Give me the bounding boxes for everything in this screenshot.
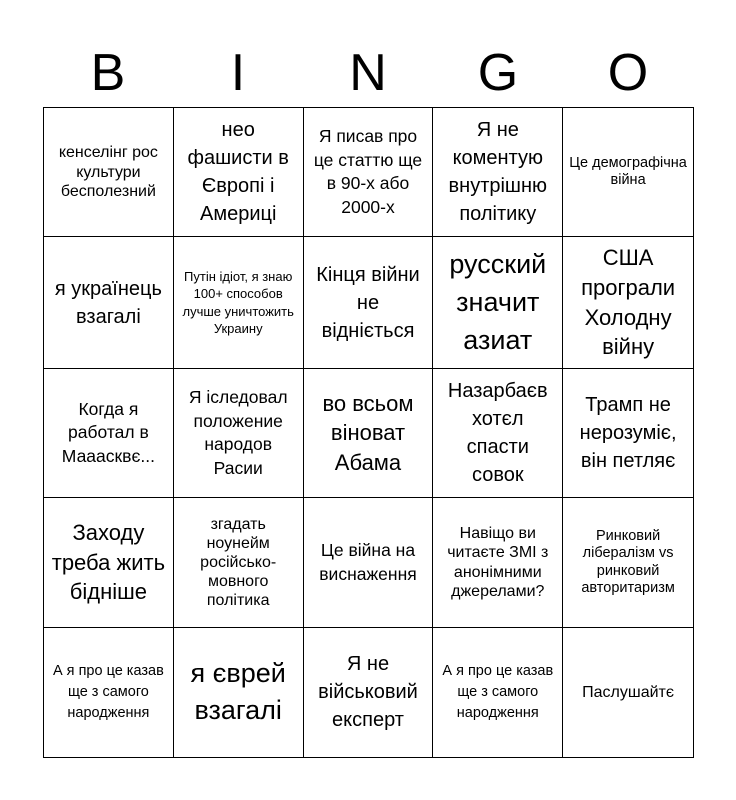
- bingo-cell[interactable]: я українець взагалі: [44, 237, 174, 369]
- bingo-cell[interactable]: Ринковий лібералізм vs ринковий авторитаризм: [563, 498, 693, 627]
- header-letter-g: G: [477, 44, 519, 102]
- bingo-cell[interactable]: нео фашисти в Європі і Америці: [174, 108, 304, 237]
- bingo-cell[interactable]: я єврей взагалі: [174, 628, 304, 757]
- bingo-cell[interactable]: Я не коментую внутрішню політику: [433, 108, 563, 237]
- bingo-cell[interactable]: Я не військовий експерт: [304, 628, 434, 757]
- bingo-cell[interactable]: Заходу треба жить бідніше: [44, 498, 174, 627]
- bingo-cell[interactable]: А я про це казав ще з самого народження: [433, 628, 563, 757]
- header-letter-o: O: [607, 44, 649, 102]
- bingo-cell[interactable]: Я писав про це статтю ще в 90-х або 2000-х: [304, 108, 434, 237]
- bingo-cell[interactable]: русский значит азиат: [433, 237, 563, 369]
- bingo-cell[interactable]: А я про це казав ще з самого народження: [44, 628, 174, 757]
- bingo-cell[interactable]: во всьом віноват Абама: [304, 369, 434, 498]
- bingo-cell[interactable]: Путін ідіот, я знаю 100+ способов лучше уничтожить Украину: [174, 237, 304, 369]
- bingo-card: [43, 107, 694, 758]
- bingo-cell[interactable]: Паслушайтє: [582, 683, 675, 701]
- header-letter-i: I: [230, 44, 246, 102]
- bingo-cell[interactable]: Я іследовал положение народов Расии: [174, 369, 304, 498]
- bingo-cell[interactable]: Когда я работал в Мааасквє...: [44, 369, 174, 498]
- bingo-cell[interactable]: Це війна на виснаження: [304, 498, 434, 627]
- header-letter-n: N: [349, 44, 387, 102]
- bingo-cell[interactable]: Назарбаєв хотєл спасти совок: [433, 369, 563, 498]
- header-letter-b: B: [90, 44, 126, 102]
- bingo-cell[interactable]: Це демографічна війна: [563, 108, 693, 237]
- bingo-cell[interactable]: Кінця війни не відніється: [304, 237, 434, 369]
- bingo-header: [43, 38, 693, 108]
- bingo-cell[interactable]: Навіщо ви читаєте ЗМІ з анонімними джерелами?: [433, 498, 563, 627]
- bingo-cell[interactable]: кенселінг рос культури бесполезний: [44, 108, 174, 237]
- bingo-cell[interactable]: Трамп не нерозуміє, він петляє: [563, 369, 693, 498]
- bingo-cell[interactable]: США програли Холодну війну: [563, 237, 693, 369]
- bingo-cell[interactable]: згадать ноунейм російсько-мовного політика: [174, 498, 304, 627]
